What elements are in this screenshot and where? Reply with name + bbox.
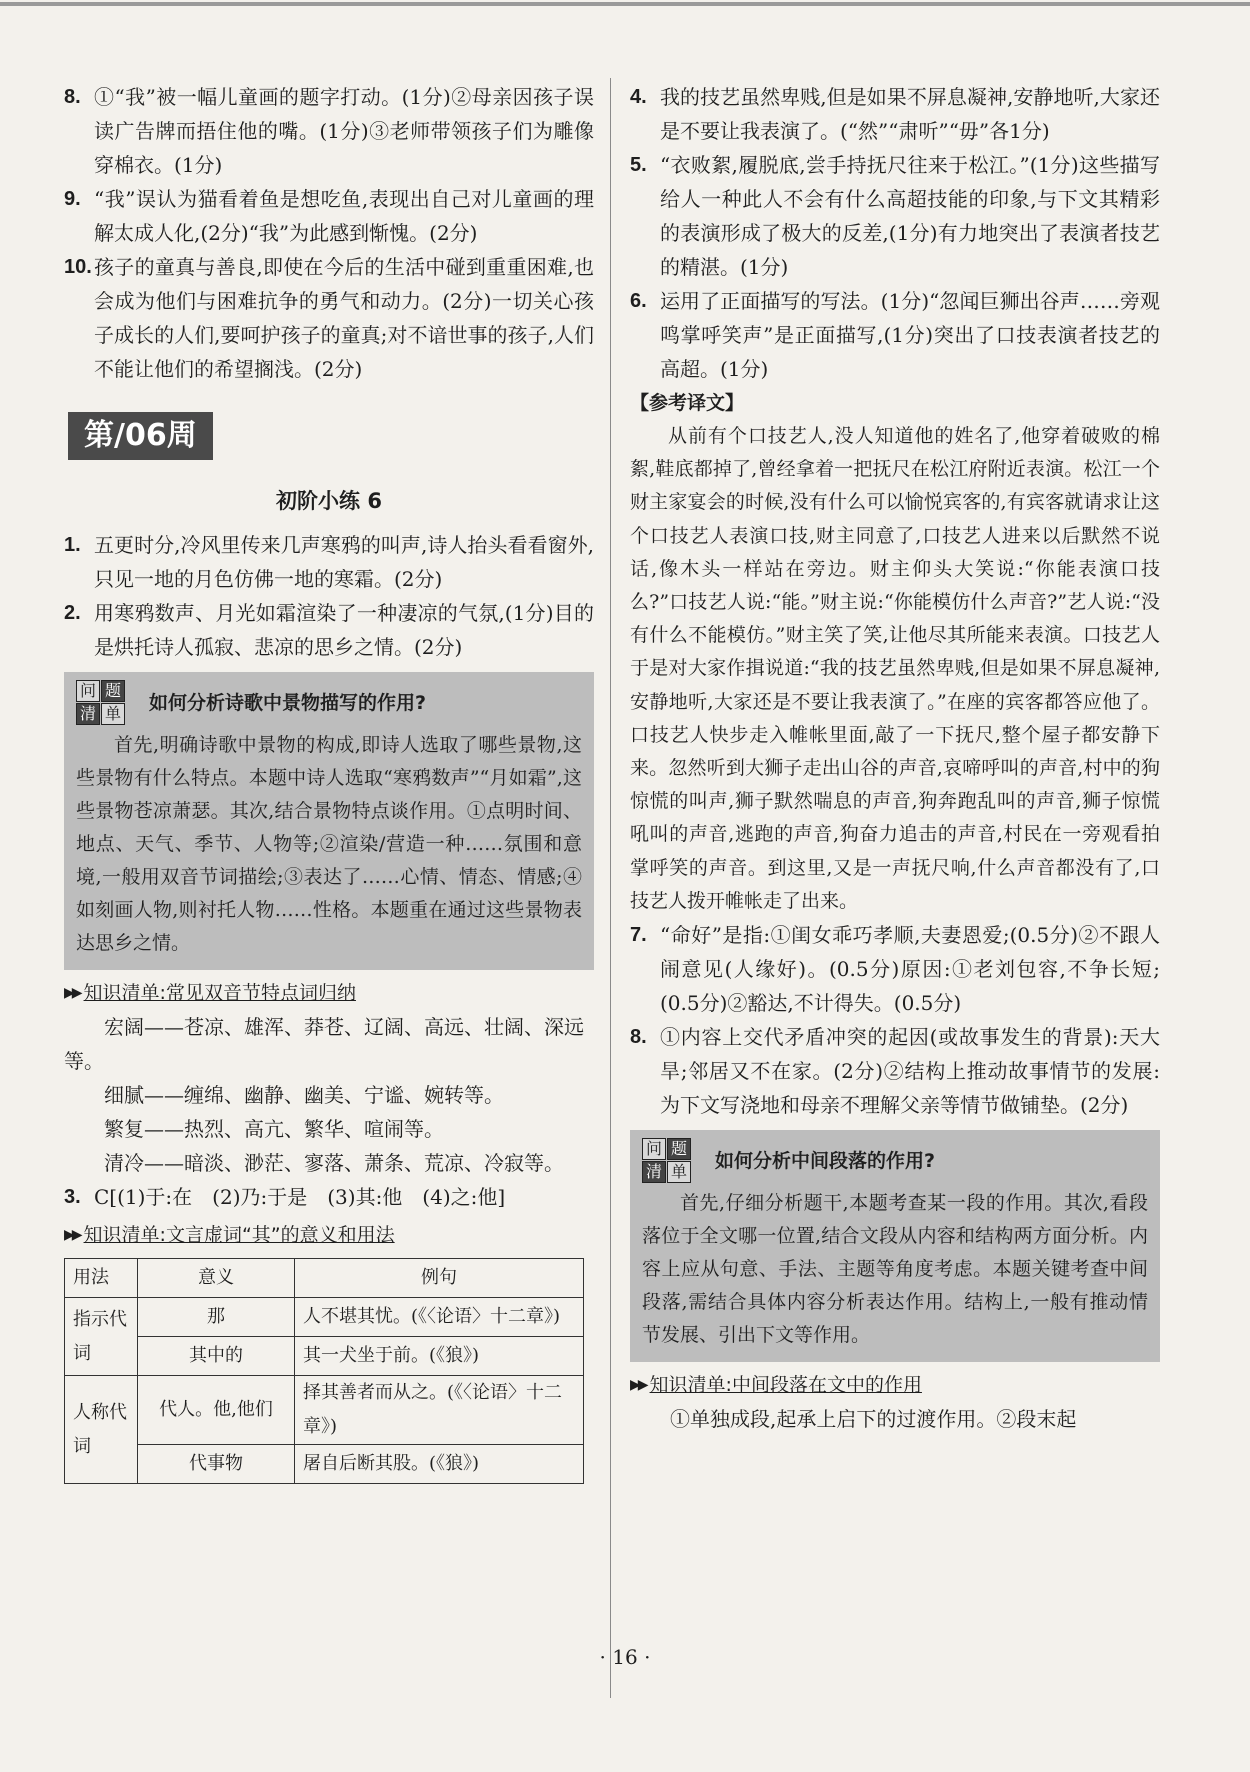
meaning-cell: 代人。他,他们	[138, 1376, 295, 1445]
usage-cell: 人称代词	[65, 1376, 138, 1484]
question-number: 1.	[64, 534, 81, 556]
table-row	[65, 1376, 584, 1445]
question-number: 6.	[630, 290, 647, 312]
answer-text: 五更时分,冷风里传来几声寒鸦的叫声,诗人抬头看看窗外,只见一地的月色仿佛一地的寒霜。(2分)	[94, 533, 594, 591]
meaning-cell: 代事物	[138, 1445, 295, 1484]
answer-text: “命好”是指:①闺女乖巧孝顺,夫妻恩爱;(0.5分)②不跟人闹意见(人缘好)。(0.5分)原因:①老刘包容,不争长短;(0.5分)②豁达,不计得失。(0.5分)	[660, 923, 1160, 1016]
badge-char: 题	[101, 680, 125, 702]
left-column	[64, 80, 594, 1484]
question-7	[630, 918, 1160, 1020]
knowledge-line: ①单独成段,起承上启下的过渡作用。②段末起	[670, 1407, 1077, 1432]
tip-box-header	[642, 1138, 1148, 1183]
question-number: 8.	[64, 86, 81, 108]
answer-text: 用寒鸦数声、月光如霜渲染了一种凄凉的气氛,(1分)目的是烘托诗人孤寂、悲凉的思乡之情。(2分)	[94, 601, 594, 659]
table-header: 用法	[65, 1259, 138, 1298]
meaning-cell: 那	[138, 1298, 295, 1337]
tip-box-body: 首先,仔细分析题干,本题考查某一段的作用。其次,看段落位于全文哪一位置,结合文段从内容和结构两方面分析。内容上应从句意、手法、主题等角度考虑。本题关键考查中间段落,需结合具体内容分析表达作用。结构上,一般有推动情节发展、引出下文等作用。	[642, 1192, 1148, 1347]
reference-translation-body: 从前有个口技艺人,没人知道他的姓名了,他穿着破败的棉絮,鞋底都掉了,曾经拿着一把抚尺在松江府附近表演。松江一个财主家宴会的时候,没有什么可以愉悦宾客的,有宾客就请求让这个口技艺人表演口技,财主同意了,口技艺人进来以后默然不说话,像木头一样站在旁边。财主仰头大笑说:“你能表演口技么?”口技艺人说:“能。”财主说:“你能模仿什么声音?”艺人说:“没有什么不能模仿。”财主笑了笑,让他尽其所能来表演。口技艺人于是对大家作揖说道:“我的技艺虽然卑贱,但是如果不屏息凝神,安静地听,大家还是不要让我表演了。”在座的宾客都答应他了。口技艺人快步走入帷帐里面,敲了一下抚尺,整个屋子都安静下来。忽然听到大狮子走出山谷的声音,哀啼呼叫的声音,村中的狗惊慌的叫声,狮子默然喘息的声音,狗奔跑乱叫的声音,狮子惊慌吼叫的声音,逃跑的声音,狗奋力追击的声音,村民在一旁观看拍掌呼笑的声音。到这里,又是一声抚尺响,什么声音都没有了,口技艺人拨开帷帐走了出来。	[630, 425, 1160, 912]
knowledge-line: 细腻——缠绵、幽静、幽美、宁谧、婉转等。	[104, 1083, 504, 1107]
answer-text: ①内容上交代矛盾冲突的起因(或故事发生的背景):天大旱;邻居又不在家。(2分)②结构上推动故事情节的发展:为下文写浇地和母亲不理解父亲等情节做铺垫。(2分)	[660, 1025, 1160, 1118]
table-row	[65, 1445, 584, 1484]
page-number: · 16 ·	[599, 1645, 651, 1669]
double-arrow-icon: ▶▶	[64, 985, 80, 1001]
usage-cell: 指示代词	[65, 1298, 138, 1376]
question-number: 10.	[64, 256, 92, 278]
knowledge-line: 宏阔——苍凉、雄浑、莽苍、辽阔、高远、壮阔、深远等。	[64, 1015, 584, 1073]
knowledge-header-1	[64, 976, 594, 1010]
answer-text: “衣败絮,履脱底,尝手持抚尺往来于松江。”(1分)这些描写给人一种此人不会有什么高超技能的印象,与下文其精彩的表演形成了极大的反差,(1分)有力地突出了表演者技艺的精湛。(1分)	[660, 153, 1160, 279]
question-number: 2.	[64, 602, 81, 624]
question-number: 5.	[630, 154, 647, 176]
example-cell: 屠自后断其股。(《狼》)	[295, 1445, 584, 1484]
knowledge-title: 知识清单:常见双音节特点词归纳	[83, 982, 356, 1004]
badge-char: 清	[76, 703, 100, 725]
badge-char: 清	[642, 1161, 666, 1183]
question-number: 7.	[630, 924, 647, 947]
question-8	[64, 80, 594, 182]
question-number: 9.	[64, 188, 81, 210]
tip-box-title: 如何分析诗歌中景物描写的作用?	[149, 691, 427, 714]
meaning-cell: 其中的	[138, 1337, 295, 1376]
question-2	[64, 596, 594, 664]
question-list-badge	[642, 1138, 691, 1183]
example-cell: 择其善者而从之。(《〈论语〉十二章》)	[295, 1376, 584, 1445]
question-6	[630, 284, 1160, 386]
knowledge-title: 知识清单:中间段落在文中的作用	[649, 1374, 922, 1397]
question-3	[64, 1180, 594, 1214]
table-row	[65, 1298, 584, 1337]
knowledge-header-2	[64, 1218, 594, 1252]
knowledge-title: 知识清单:文言虚词“其”的意义和用法	[83, 1224, 395, 1246]
badge-char: 问	[642, 1138, 666, 1160]
answer-text: ①“我”被一幅儿童画的题字打动。(1分)②母亲因孩子误读广告牌而捂住他的嘴。(1分)③老师带领孩子们为雕像穿棉衣。(1分)	[94, 85, 594, 177]
example-cell: 其一犬坐于前。(《狼》)	[295, 1337, 584, 1376]
badge-char: 单	[101, 703, 125, 725]
tip-box-header	[76, 680, 582, 725]
question-4	[630, 80, 1160, 148]
reference-translation-title: 【参考译文】	[630, 392, 745, 414]
badge-char: 单	[667, 1161, 691, 1183]
table-row	[65, 1337, 584, 1376]
question-number: 3.	[64, 1186, 81, 1208]
question-9	[64, 182, 594, 250]
question-8-right	[630, 1020, 1160, 1122]
tip-box-paragraph	[630, 1130, 1160, 1362]
question-list-badge	[76, 680, 125, 725]
badge-char: 题	[667, 1138, 691, 1160]
answer-text: C[(1)于:在 (2)乃:于是 (3)其:他 (4)之:他]	[94, 1185, 506, 1209]
top-border	[0, 2, 1250, 6]
double-arrow-icon: ▶▶	[630, 1377, 646, 1394]
column-divider	[610, 78, 611, 1698]
tip-box-title: 如何分析中间段落的作用?	[715, 1149, 936, 1172]
answer-text: “我”误认为猫看着鱼是想吃鱼,表现出自己对儿童画的理解太成人化,(2分)“我”为此感到惭愧。(2分)	[94, 187, 594, 245]
right-column	[630, 80, 1160, 1436]
question-10	[64, 250, 594, 386]
double-arrow-icon: ▶▶	[64, 1227, 80, 1243]
example-cell: 人不堪其忧。(《〈论语〉十二章》)	[295, 1298, 584, 1337]
badge-char: 问	[76, 680, 100, 702]
answer-text: 我的技艺虽然卑贱,但是如果不屏息凝神,安静地听,大家还是不要让我表演了。(“然”“肃听”“毋”各1分)	[660, 85, 1160, 143]
section-title: 初阶小练 6	[276, 489, 382, 513]
usage-table	[64, 1258, 584, 1484]
answer-text: 孩子的童真与善良,即使在今后的生活中碰到重重困难,也会成为他们与困难抗争的勇气和动力。(2分)一切关心孩子成长的人们,要呵护孩子的童真;对不谙世事的孩子,人们不能让他们的希望搁浅。(2分)	[94, 255, 594, 381]
knowledge-line: 清冷——暗淡、渺茫、寥落、萧条、荒凉、冷寂等。	[104, 1151, 564, 1175]
table-header-row	[65, 1259, 584, 1298]
tip-box-body: 首先,明确诗歌中景物的构成,即诗人选取了哪些景物,这些景物有什么特点。本题中诗人选取“寒鸦数声”“月如霜”,这些景物苍凉萧瑟。其次,结合景物特点谈作用。①点明时间、地点、天气、季节、人物等;②渲染/营造一种……氛围和意境,一般用双音节词描绘;③表达了……心情、情态、情感;④如刻画人物,则衬托人物……性格。本题重在通过这些景物表达思乡之情。	[76, 734, 582, 954]
question-number: 4.	[630, 86, 647, 108]
tip-box-poetry	[64, 672, 594, 970]
answer-text: 运用了正面描写的写法。(1分)“忽闻巨狮出谷声……旁观鸣掌呼笑声”是正面描写,(1分)突出了口技表演者技艺的高超。(1分)	[660, 289, 1160, 381]
question-5	[630, 148, 1160, 284]
table-header: 例句	[295, 1259, 584, 1298]
question-number: 8.	[630, 1026, 647, 1049]
week-label: 第/06周	[68, 412, 213, 460]
question-1	[64, 528, 594, 596]
knowledge-line: 繁复——热烈、高亢、繁华、喧闹等。	[104, 1117, 444, 1141]
knowledge-header-3	[630, 1368, 1160, 1402]
table-header: 意义	[138, 1259, 295, 1298]
